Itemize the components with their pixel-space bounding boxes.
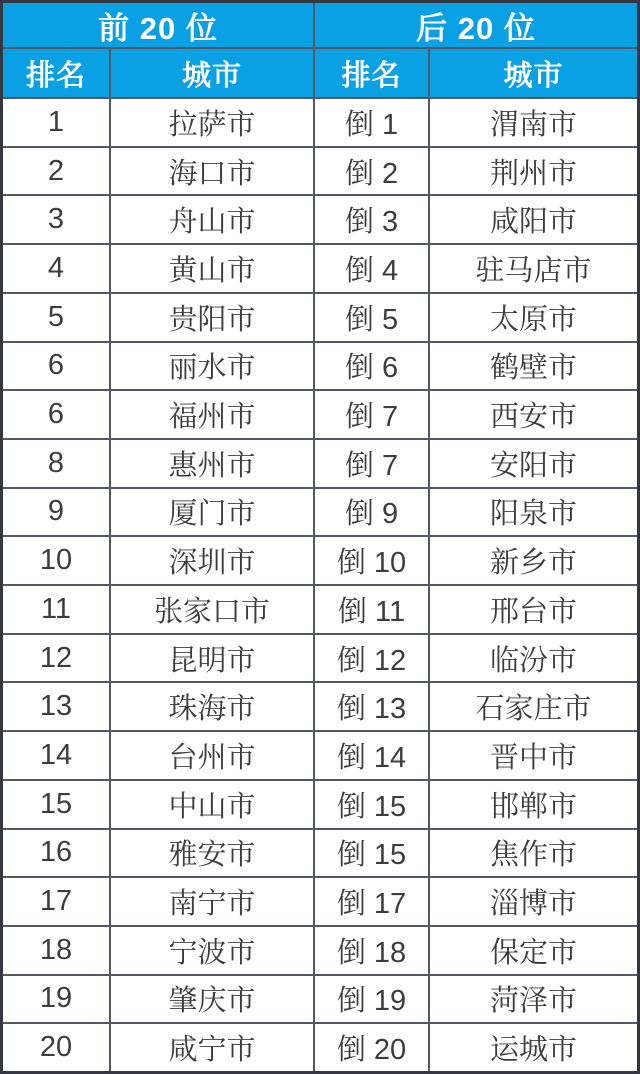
bottom-city-cell: 焦作市	[430, 830, 637, 877]
bottom-city-cell: 渭南市	[430, 99, 637, 146]
top-rank-cell: 14	[3, 732, 109, 779]
top-rank-cell: 3	[3, 196, 109, 243]
top-rank-cell: 1	[3, 99, 109, 146]
top-rank-cell: 12	[3, 635, 109, 682]
top-city-cell: 深圳市	[111, 537, 313, 584]
top-city-cell: 宁波市	[111, 927, 313, 974]
bottom-rank-cell: 倒 9	[315, 489, 428, 536]
bottom-city-cell: 邯郸市	[430, 781, 637, 828]
bottom-rank-cell: 倒 15	[315, 830, 428, 877]
bottom-rank-cell: 倒 20	[315, 1024, 428, 1071]
top-city-cell: 雅安市	[111, 830, 313, 877]
bottom-city-cell: 西安市	[430, 391, 637, 438]
bottom-city-cell: 阳泉市	[430, 489, 637, 536]
bottom-rank-cell: 倒 1	[315, 99, 428, 146]
bottom-rank-cell: 倒 12	[315, 635, 428, 682]
bottom-city-cell: 晋中市	[430, 732, 637, 779]
top-city-cell: 珠海市	[111, 683, 313, 730]
bottom-rank-cell: 倒 4	[315, 245, 428, 292]
bottom-rank-cell: 倒 14	[315, 732, 428, 779]
top-rank-cell: 10	[3, 537, 109, 584]
top-city-cell: 台州市	[111, 732, 313, 779]
top-rank-cell: 15	[3, 781, 109, 828]
bottom-rank-cell: 倒 10	[315, 537, 428, 584]
top-city-cell: 咸宁市	[111, 1024, 313, 1071]
bottom-city-cell: 驻马店市	[430, 245, 637, 292]
top-rank-cell: 13	[3, 683, 109, 730]
column-header-city-right: 城市	[430, 49, 637, 97]
top-city-cell: 厦门市	[111, 489, 313, 536]
group-header-bottom20: 后 20 位	[315, 3, 637, 47]
top-city-cell: 丽水市	[111, 343, 313, 390]
bottom-city-cell: 鹤壁市	[430, 343, 637, 390]
top-city-cell: 惠州市	[111, 440, 313, 487]
bottom-city-cell: 石家庄市	[430, 683, 637, 730]
top-rank-cell: 6	[3, 391, 109, 438]
column-header-city-left: 城市	[111, 49, 313, 97]
top-rank-cell: 8	[3, 440, 109, 487]
top-rank-cell: 20	[3, 1024, 109, 1071]
top-city-cell: 昆明市	[111, 635, 313, 682]
top-city-cell: 南宁市	[111, 878, 313, 925]
bottom-city-cell: 咸阳市	[430, 196, 637, 243]
top-city-cell: 肇庆市	[111, 976, 313, 1023]
bottom-rank-cell: 倒 3	[315, 196, 428, 243]
bottom-rank-cell: 倒 6	[315, 343, 428, 390]
top-rank-cell: 6	[3, 343, 109, 390]
bottom-city-cell: 新乡市	[430, 537, 637, 584]
top-rank-cell: 18	[3, 927, 109, 974]
bottom-city-cell: 淄博市	[430, 878, 637, 925]
top-city-cell: 拉萨市	[111, 99, 313, 146]
top-city-cell: 中山市	[111, 781, 313, 828]
bottom-rank-cell: 倒 18	[315, 927, 428, 974]
bottom-city-cell: 临汾市	[430, 635, 637, 682]
bottom-rank-cell: 倒 7	[315, 440, 428, 487]
bottom-rank-cell: 倒 13	[315, 683, 428, 730]
top-city-cell: 贵阳市	[111, 294, 313, 341]
bottom-city-cell: 运城市	[430, 1024, 637, 1071]
bottom-city-cell: 保定市	[430, 927, 637, 974]
top-city-cell: 舟山市	[111, 196, 313, 243]
group-header-top20: 前 20 位	[3, 3, 313, 47]
bottom-rank-cell: 倒 2	[315, 148, 428, 195]
bottom-city-cell: 太原市	[430, 294, 637, 341]
top-rank-cell: 11	[3, 586, 109, 633]
bottom-rank-cell: 倒 7	[315, 391, 428, 438]
top-rank-cell: 19	[3, 976, 109, 1023]
bottom-city-cell: 荆州市	[430, 148, 637, 195]
bottom-city-cell: 菏泽市	[430, 976, 637, 1023]
bottom-city-cell: 邢台市	[430, 586, 637, 633]
top-rank-cell: 16	[3, 830, 109, 877]
top-rank-cell: 17	[3, 878, 109, 925]
top-rank-cell: 9	[3, 489, 109, 536]
bottom-rank-cell: 倒 11	[315, 586, 428, 633]
top-rank-cell: 4	[3, 245, 109, 292]
ranking-table-grid	[3, 3, 637, 1071]
column-header-rank-right: 排名	[315, 49, 428, 97]
bottom-city-cell: 安阳市	[430, 440, 637, 487]
top-city-cell: 张家口市	[111, 586, 313, 633]
top-city-cell: 黄山市	[111, 245, 313, 292]
column-header-rank-left: 排名	[3, 49, 109, 97]
top-rank-cell: 2	[3, 148, 109, 195]
top-city-cell: 福州市	[111, 391, 313, 438]
bottom-rank-cell: 倒 5	[315, 294, 428, 341]
bottom-rank-cell: 倒 15	[315, 781, 428, 828]
top-city-cell: 海口市	[111, 148, 313, 195]
bottom-rank-cell: 倒 19	[315, 976, 428, 1023]
top-rank-cell: 5	[3, 294, 109, 341]
bottom-rank-cell: 倒 17	[315, 878, 428, 925]
